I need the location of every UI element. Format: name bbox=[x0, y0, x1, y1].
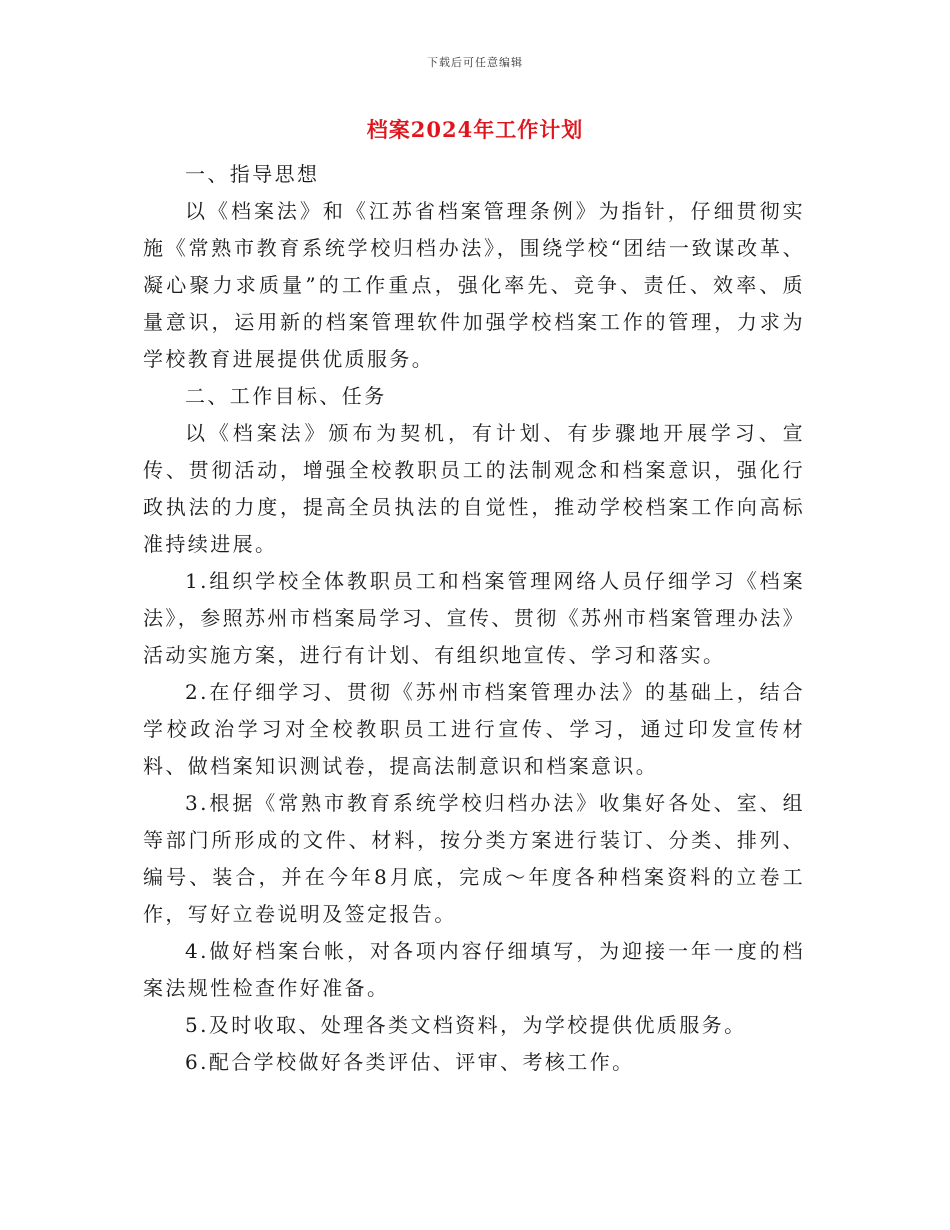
list-item-5: 5.及时收取、处理各类文档资料，为学校提供优质服务。 bbox=[185, 1013, 747, 1037]
document-body bbox=[143, 156, 805, 1081]
list-item-4: 4.做好档案台帐，对各项内容仔细填写，为迎接一年一度的档案法规性检查作好准备。 bbox=[143, 939, 805, 1000]
list-item-3: 3.根据《常熟市教育系统学校归档办法》收集好各处、室、组等部门所形成的文件、材料，按分类方案进行装订、分类、排列、编号、装合，并在今年8月底，完成～年度各种档案资料的立卷工作，写好立卷说明及签定报告。 bbox=[143, 791, 805, 926]
paragraph-guiding-ideology: 以《档案法》和《江苏省档案管理条例》为指针，仔细贯彻实施《常熟市教育系统学校归档办法》，围绕学校“团结一致谋改革、凝心聚力求质量”的工作重点，强化率先、竞争、责任、效率、质量意识，运用新的档案管理软件加强学校档案工作的管理，力求为学校教育进展提供优质服务。 bbox=[143, 199, 805, 371]
paragraph-goals-tasks: 以《档案法》颁布为契机，有计划、有步骤地开展学习、宣传、贯彻活动，增强全校教职员工的法制观念和档案意识，强化行政执法的力度，提高全员执法的自觉性，推动学校档案工作向高标准持续进展。 bbox=[143, 421, 805, 556]
section-heading-goals-tasks: 二、工作目标、任务 bbox=[185, 384, 387, 408]
list-item-6: 6.配合学校做好各类评估、评审、考核工作。 bbox=[185, 1050, 635, 1074]
header-note: 下载后可任意编辑 bbox=[427, 56, 523, 69]
list-item-2: 2.在仔细学习、贯彻《苏州市档案管理办法》的基础上，结合学校政治学习对全校教职员工进行宣传、学习，通过印发宣传材料、做档案知识测试卷，提高法制意识和档案意识。 bbox=[143, 680, 805, 778]
list-item-1: 1.组织学校全体教职员工和档案管理网络人员仔细学习《档案法》，参照苏州市档案局学习、宣传、贯彻《苏州市档案管理办法》活动实施方案，进行有计划、有组织地宣传、学习和落实。 bbox=[143, 569, 805, 667]
section-heading-guiding-ideology: 一、指导思想 bbox=[185, 162, 320, 186]
document-title: 档案2024年工作计划 bbox=[366, 117, 584, 142]
